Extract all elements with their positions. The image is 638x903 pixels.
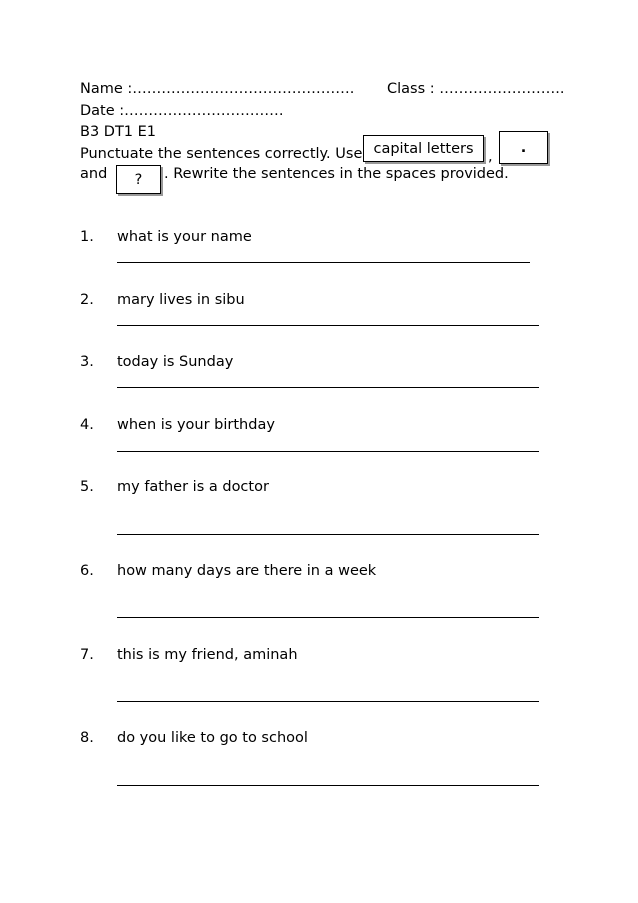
item-sentence: my father is a doctor	[117, 479, 269, 495]
item-number: 2.	[80, 292, 94, 308]
answer-line[interactable]	[117, 262, 530, 263]
item-sentence: this is my friend, aminah	[117, 647, 298, 663]
item-sentence: when is your birthday	[117, 417, 275, 433]
item-sentence: how many days are there in a week	[117, 563, 377, 579]
item-number: 7.	[80, 647, 94, 663]
item-sentence: do you like to go to school	[117, 730, 308, 746]
comma-mark: ,	[488, 149, 493, 165]
date-field: Date :……………………………	[80, 103, 284, 119]
item-number: 6.	[80, 563, 94, 579]
instruction-and: and	[80, 166, 108, 182]
item-sentence: mary lives in sibu	[117, 292, 245, 308]
answer-line[interactable]	[117, 701, 539, 702]
class-field: Class : ……………………..	[387, 81, 565, 97]
answer-line[interactable]	[117, 387, 539, 388]
worksheet-code: B3 DT1 E1	[80, 124, 157, 140]
item-number: 1.	[80, 229, 94, 245]
item-sentence: what is your name	[117, 229, 252, 245]
answer-line[interactable]	[117, 325, 539, 326]
instruction-line-1: Punctuate the sentences correctly. Use	[80, 146, 363, 162]
item-number: 8.	[80, 730, 94, 746]
answer-line[interactable]	[117, 617, 539, 618]
item-number: 4.	[80, 417, 94, 433]
answer-line[interactable]	[117, 534, 539, 535]
item-sentence: today is Sunday	[117, 354, 234, 370]
question-mark-box: ?	[116, 165, 161, 194]
item-number: 5.	[80, 479, 94, 495]
name-field: Name :……………………………………….	[80, 81, 355, 97]
period-box: .	[499, 131, 548, 164]
answer-line[interactable]	[117, 451, 539, 452]
capital-letters-box: capital letters	[363, 135, 484, 162]
instruction-line-2: . Rewrite the sentences in the spaces provided.	[164, 166, 509, 182]
item-number: 3.	[80, 354, 94, 370]
answer-line[interactable]	[117, 785, 539, 786]
